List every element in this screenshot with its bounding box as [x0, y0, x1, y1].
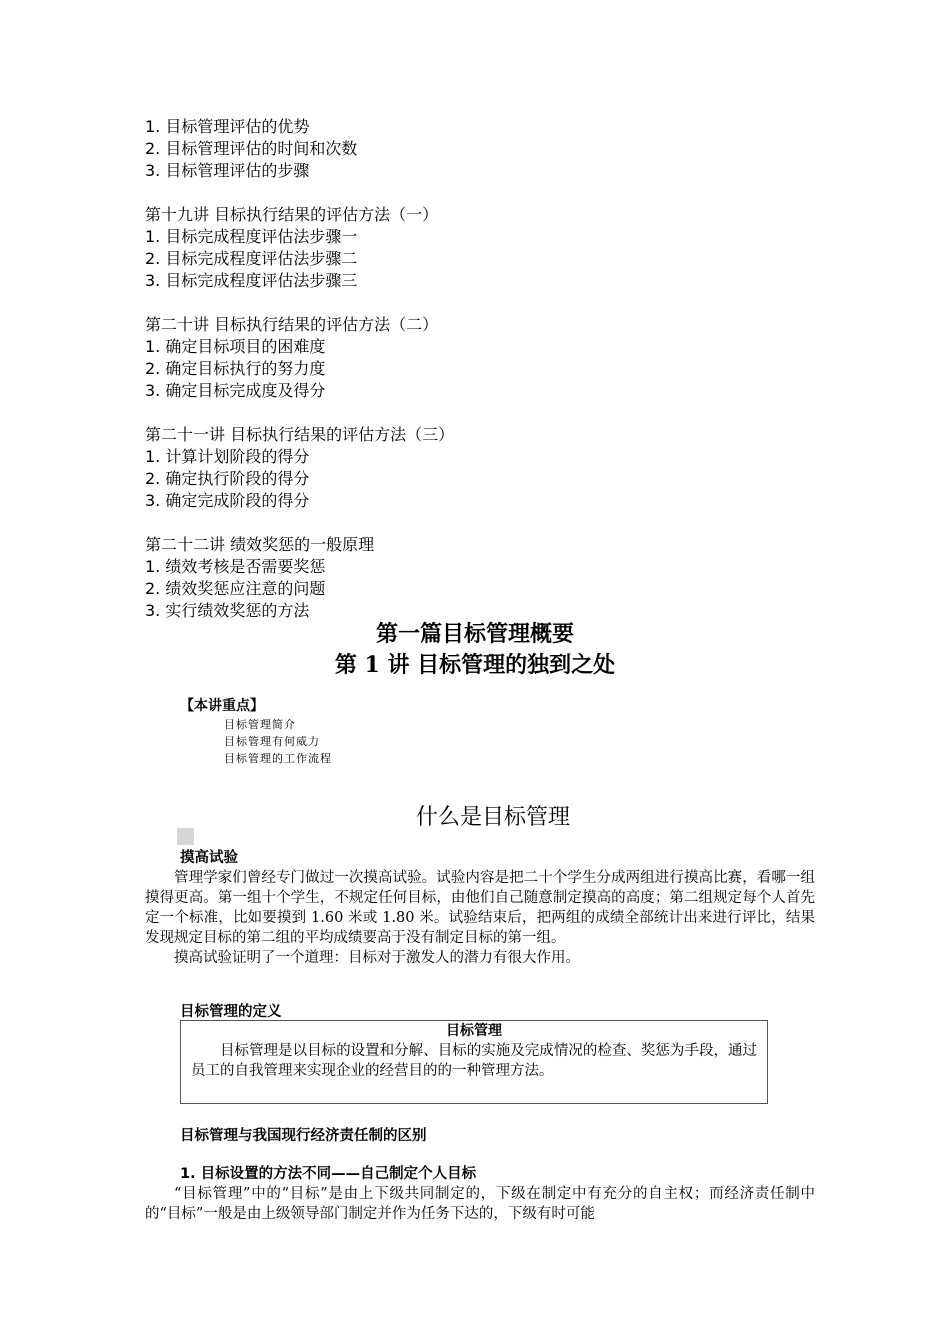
experiment-conclusion: 摸高试验证明了一个道理：目标对于激发人的潜力有很大作用。 — [174, 950, 580, 966]
experiment-heading: 摸高试验 — [180, 850, 238, 866]
toc-item: 1. 计算计划阶段的得分 — [145, 447, 310, 466]
toc-spacer — [145, 402, 845, 424]
keypoint-item: 目标管理的工作流程 — [224, 752, 332, 765]
difference-point1-heading: 1. 目标设置的方法不同——自己制定个人目标 — [180, 1166, 477, 1182]
toc-item: 3. 目标完成程度评估法步骤三 — [145, 271, 358, 290]
experiment-body — [145, 868, 815, 968]
toc-spacer — [145, 292, 845, 314]
toc-item: 3. 确定完成阶段的得分 — [145, 491, 310, 510]
toc-item: 3. 目标管理评估的步骤 — [145, 161, 310, 180]
toc-lecture-heading: 第二十讲 目标执行结果的评估方法（二） — [145, 315, 439, 334]
definition-heading: 目标管理的定义 — [180, 1004, 282, 1020]
section-title: 什么是目标管理 — [415, 805, 570, 830]
difference-point1-body — [145, 1184, 815, 1224]
keypoint-item: 目标管理有何威力 — [224, 735, 320, 748]
toc-spacer — [145, 512, 845, 534]
difference-point1-text: “目标管理”中的“目标”是由上下级共同制定的，下级在制定中有充分的自主权；而经济责任制中的“目标”一般是由上级领导部门制定并作为任务下达的，下级有时可能 — [145, 1186, 815, 1222]
toc-item: 1. 绩效考核是否需要奖惩 — [145, 557, 326, 576]
toc-lecture-heading: 第十九讲 目标执行结果的评估方法（一） — [145, 205, 439, 224]
keypoints-heading: 【本讲重点】 — [180, 698, 264, 714]
part-title: 第一篇目标管理概要 — [375, 622, 574, 647]
toc-item: 2. 目标完成程度评估法步骤二 — [145, 249, 358, 268]
definition-box-text: 目标管理是以目标的设置和分解、目标的实施及完成情况的检查、奖惩为手段，通过员工的自我管理来实现企业的经营目的的一种管理方法。 — [191, 1043, 757, 1079]
lecture-keypoints — [180, 696, 332, 767]
toc-lecture-heading: 第二十一讲 目标执行结果的评估方法（三） — [145, 425, 455, 444]
lecture-title: 第 1 讲 目标管理的独到之处 — [334, 652, 616, 678]
difference-heading: 目标管理与我国现行经济责任制的区别 — [180, 1128, 427, 1144]
toc-spacer — [145, 182, 845, 204]
toc-item: 1. 目标管理评估的优势 — [145, 117, 310, 136]
toc-item: 1. 目标完成程度评估法步骤一 — [145, 227, 358, 246]
toc-item: 2. 目标管理评估的时间和次数 — [145, 139, 358, 158]
table-of-contents — [145, 116, 845, 622]
toc-item: 2. 绩效奖惩应注意的问题 — [145, 579, 326, 598]
definition-box — [180, 1020, 768, 1104]
experiment-paragraph: 管理学家们曾经专门做过一次摸高试验。试验内容是把二十个学生分成两组进行摸高比赛，看哪一组摸得更高。第一组十个学生，不规定任何目标，由他们自己随意制定摸高的高度；第二组规定每个人首先定一个标准，比如要摸到 1.60 米或 1.80 米。试验结束后，把两组的成绩全部统计出来进行评比，结果发现规定目标的第二组的平均成绩要高于没有制定目标的第一组。 — [145, 870, 815, 946]
toc-item: 2. 确定执行阶段的得分 — [145, 469, 310, 488]
definition-box-title: 目标管理 — [446, 1023, 502, 1039]
toc-lecture-heading: 第二十二讲 绩效奖惩的一般原理 — [145, 535, 375, 554]
toc-item: 3. 实行绩效奖惩的方法 — [145, 601, 310, 620]
toc-item: 1. 确定目标项目的困难度 — [145, 337, 326, 356]
keypoint-item: 目标管理简介 — [224, 718, 296, 731]
placeholder-square — [177, 828, 194, 845]
toc-item: 3. 确定目标完成度及得分 — [145, 381, 326, 400]
toc-item: 2. 确定目标执行的努力度 — [145, 359, 326, 378]
